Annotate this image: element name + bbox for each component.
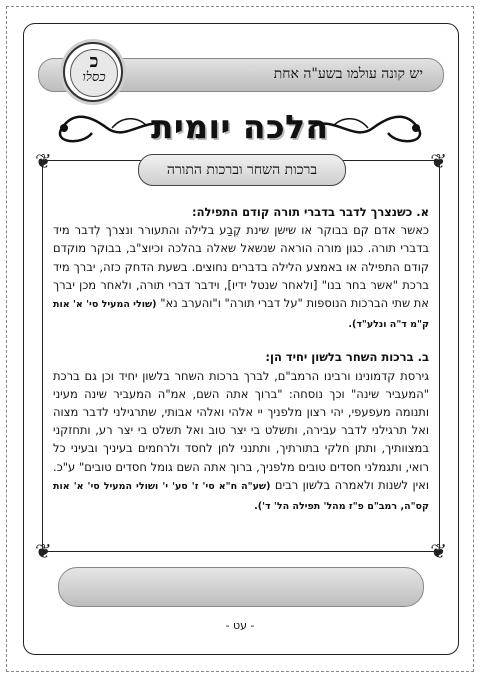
cut-line-right [473,6,474,672]
date-seal [63,42,123,102]
content-box [35,149,447,563]
paragraph-text: גירסת קדמונינו ורבינו הרמב"ם, לברך ברכות השחר בלשון יחיד וכן גם ברכת "המעביר שינה" וכך נוסחה: "ברוך אתה השם, אמ"ה המעביר שינה מעיני ותנומה מעפעפי, יהי רצון מלפניך יי אלהי ואלהי אבותי, שתרגילני לדבר מצוה ואל תרגילני לדבר עבירה, ותשלט בי יצר טוב ואל תשלט בי יצר רע, ותחזקני במצוותיך, ותתן חלקי בתורתיך, ותתנני לחן לחסד ולרחמים בעיניך ובעיני כל רואי, ותגמלני חסדים טובים מלפניך, ברוך אתה השם גומל חסדים טובים" ע"כ. ואין לשנות ולאמרה בלשון רבים [53,368,429,492]
paragraph-heading: א. כשנצרך לדבר בדברי תורה קודם התפילה: [191,205,429,219]
page-title: הלכה יומית [151,108,329,146]
corner-ornament-icon: ❦ [430,149,447,173]
cut-line-left [6,6,7,672]
header-motto: יש קונה עולמו בשע"ה אחת [273,66,423,82]
date-seal-inner [70,49,118,97]
corner-ornament-icon: ❦ [35,539,52,563]
date-day: כ [89,51,99,72]
section-tab [138,154,346,186]
paragraph-source: (שולי המעיל סי' א' אות ק"מ ד"ה ונלע"ד). [53,299,429,331]
section-title: ברכות השחר וברכות התורה [166,162,318,178]
flourish-right-icon [308,108,428,148]
title-area [40,100,440,160]
paragraph-source: (שע"ה ח"א סי' ז' סע' י' ושולי המעיל סי' א' אות קס"ה, רמב"ם פ"ז מהל' תפילה הל' ד'). [53,480,429,513]
date-month: כסלו [82,70,106,85]
corner-ornament-icon: ❦ [430,539,447,563]
page-number: - עט - [225,619,255,632]
paragraph [53,348,429,516]
cut-line-bottom [6,671,474,672]
footer-band [58,567,424,607]
cut-line-top [6,6,474,7]
corner-ornament-icon: ❦ [35,149,52,173]
paragraph-text: כאשר אדם קם בבוקר או שישן שינת קֶבַע בלילה והתעורר ונצרך לְדבר מיד בדברי תורה. כגון מורה הוראה שנשאל שאלה בהלכה וכיוצ"ב, בבוקר מוקדם קודם התפילה או באמצע הלילה בדברים נחוצים. בשעת הדחק כזה, יברך מיד ברכת "אשר בחר בנו" [ולאחר שנטל ידיו], וידבר דברי תורה, ולאחר מכן יברך את שתי הברכות הנוספות "על דברי תורה" ו"והערב נא" [53,223,429,311]
paragraph-heading: ב. ברכות השחר בלשון יחיד הן: [265,350,429,365]
paragraph [53,203,429,334]
body-text [53,203,429,530]
